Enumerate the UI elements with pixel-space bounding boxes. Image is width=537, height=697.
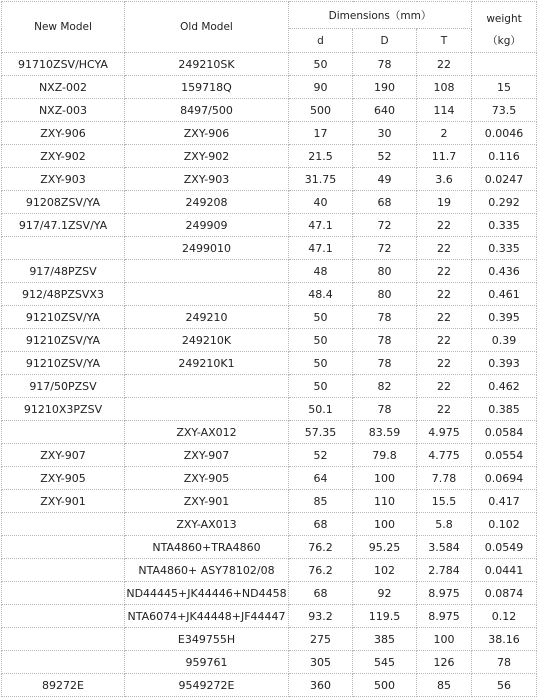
weight-cell: 0.0549 xyxy=(472,536,537,559)
inner-diameter-cell: 76.2 xyxy=(289,536,353,559)
table-row xyxy=(2,237,537,260)
outer-diameter-cell: 80 xyxy=(353,283,417,306)
outer-diameter-cell: 500 xyxy=(353,674,417,697)
old-model-cell: NTA6074+JK44448+JF44447 xyxy=(125,605,289,628)
old-model-cell: ZXY-901 xyxy=(125,490,289,513)
table-row xyxy=(2,145,537,168)
thickness-cell: 22 xyxy=(417,329,472,352)
old-model-cell xyxy=(125,398,289,421)
new-model-cell xyxy=(2,582,125,605)
table-row xyxy=(2,605,537,628)
new-model-cell xyxy=(2,421,125,444)
table-row xyxy=(2,536,537,559)
new-model-cell: 91210ZSV/YA xyxy=(2,306,125,329)
inner-diameter-cell: 93.2 xyxy=(289,605,353,628)
table-row xyxy=(2,559,537,582)
table-row xyxy=(2,582,537,605)
old-model-cell: E349755H xyxy=(125,628,289,651)
outer-diameter-cell: 72 xyxy=(353,237,417,260)
outer-diameter-cell: 545 xyxy=(353,651,417,674)
thickness-cell: 22 xyxy=(417,237,472,260)
old-model-cell: 9549272E xyxy=(125,674,289,697)
weight-header xyxy=(472,2,537,53)
inner-diameter-cell: 52 xyxy=(289,444,353,467)
outer-diameter-cell: 79.8 xyxy=(353,444,417,467)
outer-diameter-cell: 68 xyxy=(353,191,417,214)
old-model-cell: NTA4860+TRA4860 xyxy=(125,536,289,559)
thickness-cell: 4.775 xyxy=(417,444,472,467)
weight-cell: 0.0694 xyxy=(472,467,537,490)
outer-diameter-cell: 82 xyxy=(353,375,417,398)
new-model-cell xyxy=(2,651,125,674)
old-model-cell: 8497/500 xyxy=(125,99,289,122)
weight-cell: 0.0554 xyxy=(472,444,537,467)
inner-diameter-cell: 85 xyxy=(289,490,353,513)
table-row xyxy=(2,122,537,145)
table-row xyxy=(2,628,537,651)
new-model-cell: ZXY-907 xyxy=(2,444,125,467)
thickness-cell: 8.975 xyxy=(417,582,472,605)
weight-cell: 0.335 xyxy=(472,237,537,260)
inner-diameter-cell: 90 xyxy=(289,76,353,99)
inner-diameter-cell: 47.1 xyxy=(289,214,353,237)
bearing-spec-table xyxy=(1,1,537,697)
inner-diameter-cell: 40 xyxy=(289,191,353,214)
new-model-cell: NXZ-002 xyxy=(2,76,125,99)
inner-diameter-cell: 17 xyxy=(289,122,353,145)
outer-diameter-cell: 100 xyxy=(353,467,417,490)
thickness-cell: 7.78 xyxy=(417,467,472,490)
thickness-cell: 8.975 xyxy=(417,605,472,628)
table-row xyxy=(2,467,537,490)
inner-diameter-cell: 57.35 xyxy=(289,421,353,444)
table-row xyxy=(2,214,537,237)
table-row xyxy=(2,352,537,375)
outer-diameter-cell: 190 xyxy=(353,76,417,99)
new-model-cell: 91210ZSV/YA xyxy=(2,352,125,375)
inner-diameter-cell: 64 xyxy=(289,467,353,490)
old-model-cell: 249210 xyxy=(125,306,289,329)
outer-diameter-cell: 119.5 xyxy=(353,605,417,628)
outer-diameter-cell: 102 xyxy=(353,559,417,582)
old-model-cell: ZXY-902 xyxy=(125,145,289,168)
thickness-cell: 11.7 xyxy=(417,145,472,168)
old-model-cell: 249210K xyxy=(125,329,289,352)
inner-diameter-cell: 76.2 xyxy=(289,559,353,582)
table-row xyxy=(2,375,537,398)
outer-diameter-header: D xyxy=(353,29,417,53)
table-row xyxy=(2,674,537,697)
thickness-cell: 22 xyxy=(417,260,472,283)
inner-diameter-cell: 47.1 xyxy=(289,237,353,260)
weight-cell: 56 xyxy=(472,674,537,697)
weight-cell: 0.39 xyxy=(472,329,537,352)
new-model-cell: 89272E xyxy=(2,674,125,697)
thickness-cell: 19 xyxy=(417,191,472,214)
weight-cell: 0.0584 xyxy=(472,421,537,444)
dimensions-header: Dimensions（mm） xyxy=(289,2,472,29)
thickness-cell: 22 xyxy=(417,306,472,329)
weight-cell: 0.0441 xyxy=(472,559,537,582)
thickness-cell: 22 xyxy=(417,53,472,76)
outer-diameter-cell: 78 xyxy=(353,352,417,375)
weight-cell: 0.393 xyxy=(472,352,537,375)
new-model-cell xyxy=(2,536,125,559)
new-model-cell xyxy=(2,605,125,628)
table-row xyxy=(2,260,537,283)
new-model-cell: 91208ZSV/YA xyxy=(2,191,125,214)
outer-diameter-cell: 72 xyxy=(353,214,417,237)
weight-cell: 0.0874 xyxy=(472,582,537,605)
outer-diameter-cell: 83.59 xyxy=(353,421,417,444)
inner-diameter-cell: 275 xyxy=(289,628,353,651)
table-row xyxy=(2,99,537,122)
thickness-cell: 15.5 xyxy=(417,490,472,513)
weight-label: weight xyxy=(486,13,522,25)
thickness-cell: 3.584 xyxy=(417,536,472,559)
outer-diameter-cell: 78 xyxy=(353,306,417,329)
inner-diameter-cell: 68 xyxy=(289,513,353,536)
new-model-cell: ZXY-905 xyxy=(2,467,125,490)
weight-cell: 38.16 xyxy=(472,628,537,651)
thickness-cell: 85 xyxy=(417,674,472,697)
outer-diameter-cell: 92 xyxy=(353,582,417,605)
weight-cell: 0.335 xyxy=(472,214,537,237)
outer-diameter-cell: 95.25 xyxy=(353,536,417,559)
inner-diameter-cell: 50 xyxy=(289,375,353,398)
inner-diameter-cell: 21.5 xyxy=(289,145,353,168)
weight-cell: 0.385 xyxy=(472,398,537,421)
thickness-cell: 100 xyxy=(417,628,472,651)
old-model-cell: ZXY-AX012 xyxy=(125,421,289,444)
new-model-cell: 917/50PZSV xyxy=(2,375,125,398)
old-model-cell: ZXY-AX013 xyxy=(125,513,289,536)
new-model-cell xyxy=(2,628,125,651)
new-model-cell xyxy=(2,237,125,260)
thickness-cell: 22 xyxy=(417,352,472,375)
new-model-cell: ZXY-906 xyxy=(2,122,125,145)
table-row xyxy=(2,398,537,421)
weight-cell: 0.461 xyxy=(472,283,537,306)
weight-cell: 0.395 xyxy=(472,306,537,329)
weight-cell: 0.116 xyxy=(472,145,537,168)
old-model-cell: 159718Q xyxy=(125,76,289,99)
table-row xyxy=(2,490,537,513)
outer-diameter-cell: 78 xyxy=(353,53,417,76)
weight-cell: 0.0247 xyxy=(472,168,537,191)
outer-diameter-cell: 52 xyxy=(353,145,417,168)
outer-diameter-cell: 78 xyxy=(353,329,417,352)
table-row xyxy=(2,283,537,306)
outer-diameter-cell: 110 xyxy=(353,490,417,513)
table-row xyxy=(2,191,537,214)
old-model-cell xyxy=(125,260,289,283)
inner-diameter-cell: 31.75 xyxy=(289,168,353,191)
thickness-cell: 126 xyxy=(417,651,472,674)
weight-cell: 0.292 xyxy=(472,191,537,214)
inner-diameter-cell: 48.4 xyxy=(289,283,353,306)
weight-cell: 15 xyxy=(472,76,537,99)
thickness-cell: 2.784 xyxy=(417,559,472,582)
table-row xyxy=(2,651,537,674)
old-model-cell: 2499010 xyxy=(125,237,289,260)
new-model-cell: NXZ-003 xyxy=(2,99,125,122)
thickness-header: T xyxy=(417,29,472,53)
table-row xyxy=(2,444,537,467)
outer-diameter-cell: 49 xyxy=(353,168,417,191)
inner-diameter-cell: 50 xyxy=(289,352,353,375)
thickness-cell: 22 xyxy=(417,283,472,306)
thickness-cell: 4.975 xyxy=(417,421,472,444)
inner-diameter-cell: 50.1 xyxy=(289,398,353,421)
weight-cell xyxy=(472,53,537,76)
new-model-cell: 917/48PZSV xyxy=(2,260,125,283)
old-model-cell: 249208 xyxy=(125,191,289,214)
weight-cell: 0.436 xyxy=(472,260,537,283)
old-model-cell: ND44445+JK44446+ND4458 xyxy=(125,582,289,605)
new-model-header: New Model xyxy=(2,2,125,53)
outer-diameter-cell: 100 xyxy=(353,513,417,536)
table-row xyxy=(2,329,537,352)
weight-cell: 0.462 xyxy=(472,375,537,398)
new-model-cell: 912/48PZSVX3 xyxy=(2,283,125,306)
table-row xyxy=(2,421,537,444)
outer-diameter-cell: 80 xyxy=(353,260,417,283)
old-model-cell: 959761 xyxy=(125,651,289,674)
outer-diameter-cell: 385 xyxy=(353,628,417,651)
new-model-cell: ZXY-902 xyxy=(2,145,125,168)
thickness-cell: 22 xyxy=(417,214,472,237)
inner-diameter-cell: 68 xyxy=(289,582,353,605)
new-model-cell: 917/47.1ZSV/YA xyxy=(2,214,125,237)
inner-diameter-cell: 50 xyxy=(289,329,353,352)
weight-cell: 78 xyxy=(472,651,537,674)
inner-diameter-cell: 500 xyxy=(289,99,353,122)
old-model-cell: NTA4860+ ASY78102/08 xyxy=(125,559,289,582)
thickness-cell: 22 xyxy=(417,398,472,421)
new-model-cell xyxy=(2,559,125,582)
weight-cell: 0.417 xyxy=(472,490,537,513)
outer-diameter-cell: 640 xyxy=(353,99,417,122)
table-row xyxy=(2,513,537,536)
new-model-cell xyxy=(2,513,125,536)
old-model-cell: ZXY-903 xyxy=(125,168,289,191)
new-model-cell: 91710ZSV/HCYA xyxy=(2,53,125,76)
thickness-cell: 114 xyxy=(417,99,472,122)
inner-diameter-cell: 48 xyxy=(289,260,353,283)
weight-cell: 0.12 xyxy=(472,605,537,628)
weight-cell: 73.5 xyxy=(472,99,537,122)
inner-diameter-header: d xyxy=(289,29,353,53)
new-model-cell: ZXY-903 xyxy=(2,168,125,191)
thickness-cell: 108 xyxy=(417,76,472,99)
old-model-cell xyxy=(125,375,289,398)
thickness-cell: 5.8 xyxy=(417,513,472,536)
inner-diameter-cell: 50 xyxy=(289,306,353,329)
thickness-cell: 22 xyxy=(417,375,472,398)
table-row xyxy=(2,168,537,191)
new-model-cell: 91210X3PZSV xyxy=(2,398,125,421)
table-row xyxy=(2,53,537,76)
old-model-cell: ZXY-905 xyxy=(125,467,289,490)
old-model-cell: 249210K1 xyxy=(125,352,289,375)
outer-diameter-cell: 30 xyxy=(353,122,417,145)
old-model-cell xyxy=(125,283,289,306)
outer-diameter-cell: 78 xyxy=(353,398,417,421)
old-model-cell: 249909 xyxy=(125,214,289,237)
weight-cell: 0.0046 xyxy=(472,122,537,145)
inner-diameter-cell: 360 xyxy=(289,674,353,697)
header-row-1 xyxy=(2,2,537,29)
inner-diameter-cell: 305 xyxy=(289,651,353,674)
old-model-cell: ZXY-906 xyxy=(125,122,289,145)
weight-cell: 0.102 xyxy=(472,513,537,536)
weight-unit: （kg） xyxy=(487,35,521,47)
thickness-cell: 3.6 xyxy=(417,168,472,191)
old-model-header: Old Model xyxy=(125,2,289,53)
new-model-cell: 91210ZSV/YA xyxy=(2,329,125,352)
old-model-cell: ZXY-907 xyxy=(125,444,289,467)
old-model-cell: 249210SK xyxy=(125,53,289,76)
table-row xyxy=(2,306,537,329)
inner-diameter-cell: 50 xyxy=(289,53,353,76)
table-row xyxy=(2,76,537,99)
thickness-cell: 2 xyxy=(417,122,472,145)
new-model-cell: ZXY-901 xyxy=(2,490,125,513)
